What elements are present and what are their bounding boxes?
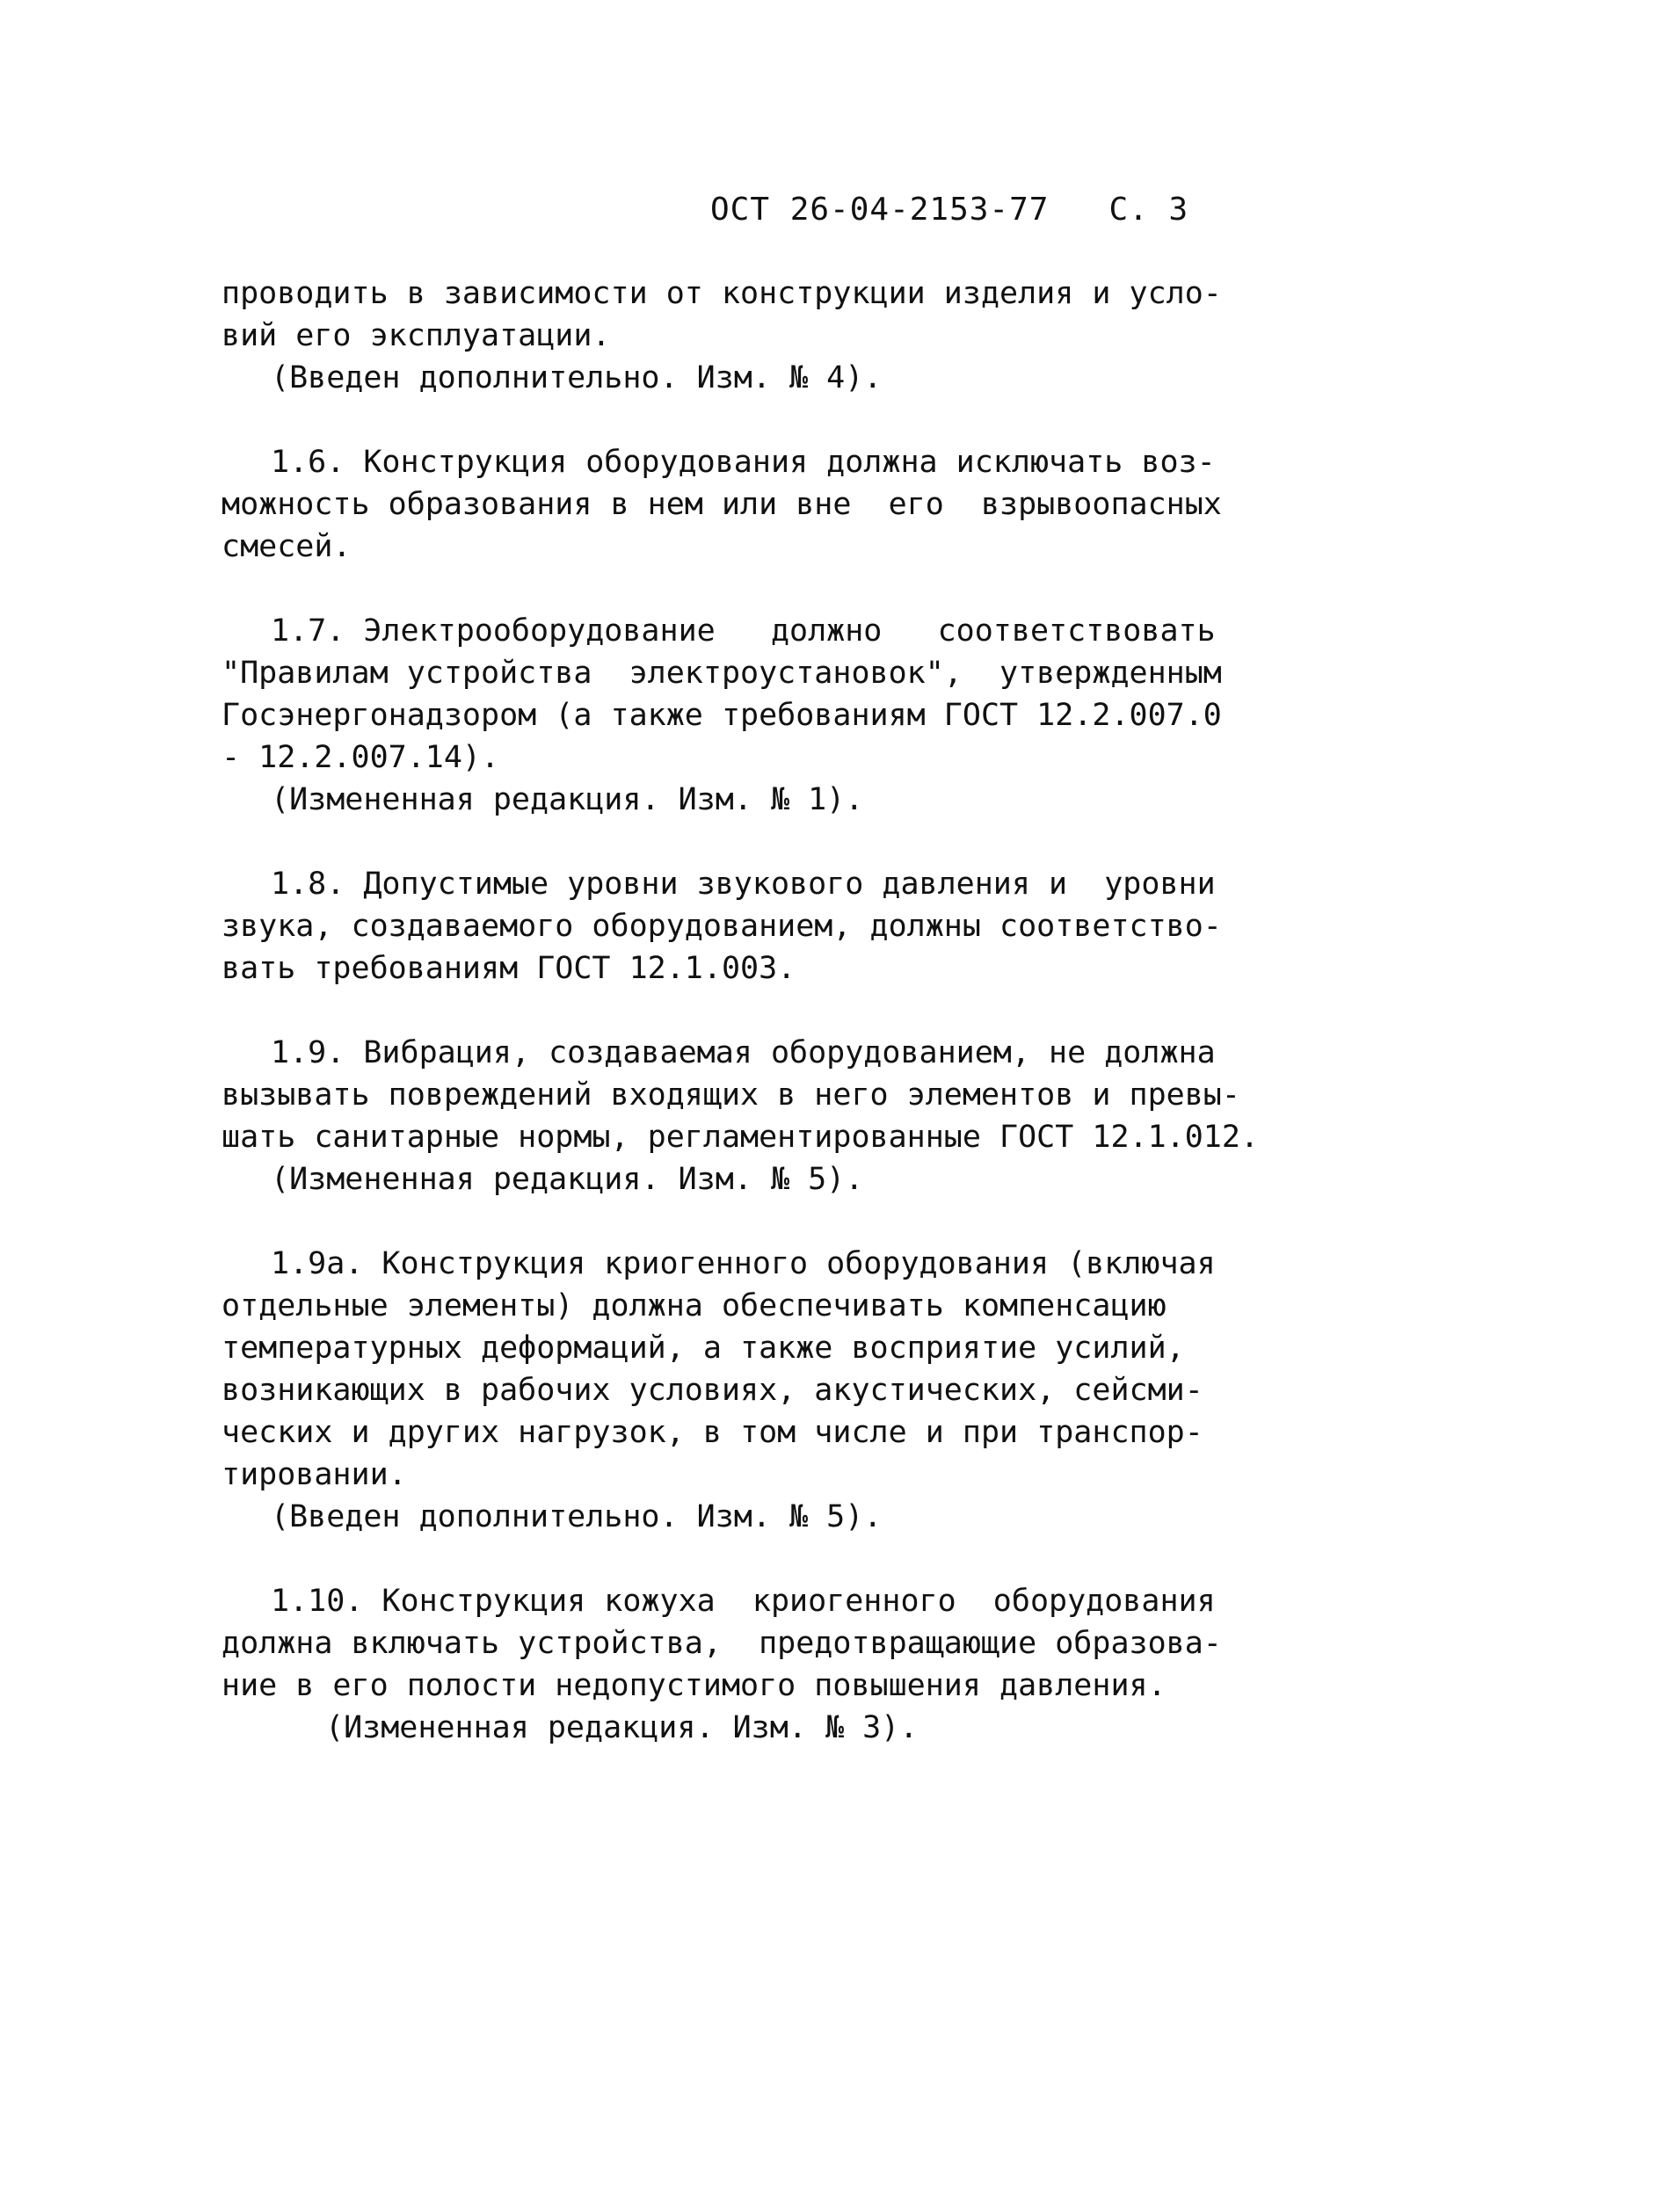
clause-1-7: 1.7. Электрооборудование должно соответствовать [271,613,1216,649]
text-line: вий его эксплуатации. [222,318,611,353]
amendment-note: (Измененная редакция. Изм. № 5). [271,1162,864,1197]
amendment-note: (Введен дополнительно. Изм. № 4). [271,360,883,395]
page-header [710,192,1188,228]
clause-1-9a: 1.9а. Конструкция криогенного оборудования (включая [271,1246,1216,1281]
amendment-note: (Введен дополнительно. Изм. № 5). [271,1499,883,1534]
text-line: ческих и других нагрузок, в том числе и при транспор- [222,1415,1203,1450]
text-line: проводить в зависимости от конструкции изделия и усло- [222,276,1222,311]
text-line: отдельные элементы) должна обеспечивать компенсацию [222,1288,1166,1324]
text-line: должна включать устройства, предотвращающие образова- [222,1626,1222,1661]
text-line: вызывать повреждений входящих в него элементов и превы- [222,1077,1240,1113]
page-number: С. 3 [1108,192,1189,228]
clause-1-6: 1.6. Конструкция оборудования должна исключать воз- [271,445,1216,480]
text-line: возникающих в рабочих условиях, акустических, сейсми- [222,1373,1203,1408]
amendment-note: (Измененная редакция. Изм. № 1). [271,782,864,817]
text-line: температурных деформаций, а также восприятие усилий, [222,1331,1185,1366]
text-line: вать требованиям ГОСТ 12.1.003. [222,951,796,986]
text-line: тировании. [222,1457,407,1492]
text-line: ние в его полости недопустимого повышения давления. [222,1668,1166,1703]
text-line: смесей. [222,529,352,564]
text-line: можность образования в нем или вне его взрывоопасных [222,487,1222,522]
text-line: звука, создаваемого оборудованием, должны соответство- [222,909,1222,944]
document-code: ОСТ 26-04-2153-77 [710,192,1050,228]
text-line: Госэнергонадзором (а также требованиям ГОСТ 12.2.007.0 [222,698,1222,733]
text-line: шать санитарные нормы, регламентированные ГОСТ 12.1.012. [222,1120,1260,1155]
clause-1-9: 1.9. Вибрация, создаваемая оборудованием, не должна [271,1035,1216,1070]
clause-1-10: 1.10. Конструкция кожуха криогенного оборудования [271,1584,1216,1619]
amendment-note: (Измененная редакция. Изм. № 3). [325,1710,919,1745]
text-line: "Правилам устройства электроустановок", утвержденным [222,656,1222,691]
text-line: - 12.2.007.14). [222,740,500,775]
clause-1-8: 1.8. Допустимые уровни звукового давления и уровни [271,867,1216,902]
